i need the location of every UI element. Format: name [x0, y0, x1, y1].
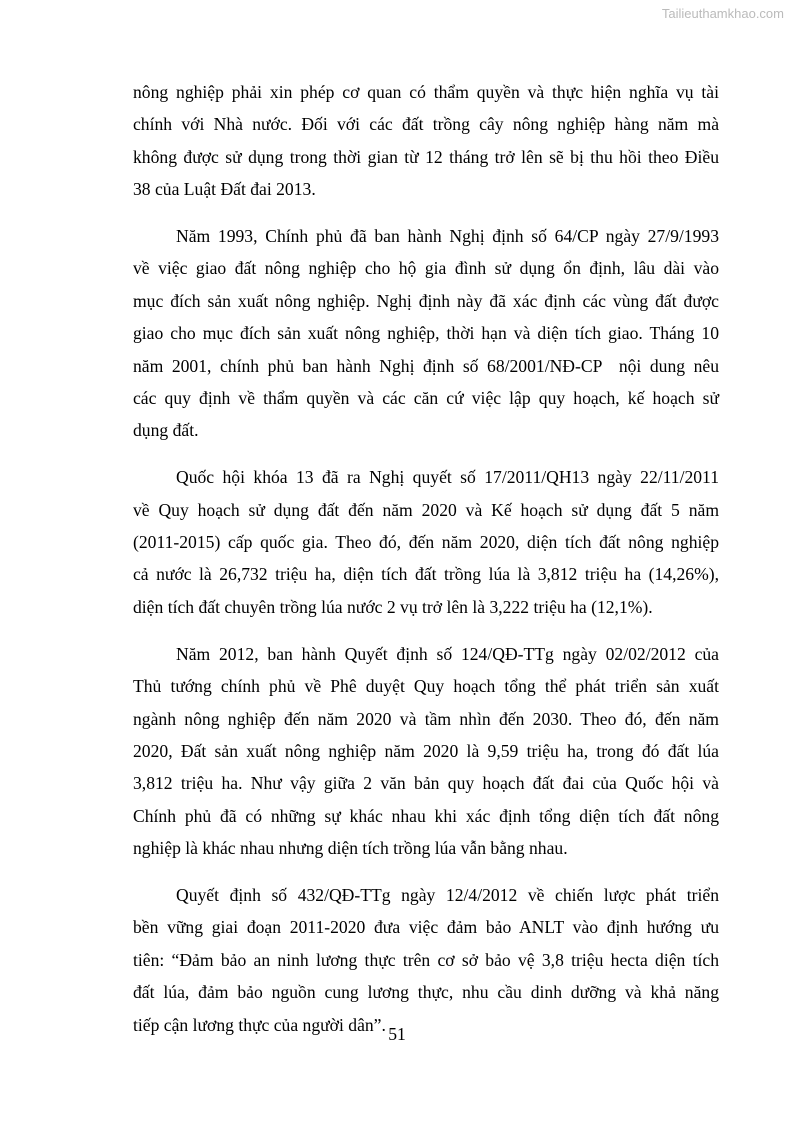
- text-line: không được sử dụng trong thời gian từ 12 tháng trở lên sẽ bị thu hồi theo Điều: [133, 146, 719, 167]
- text-line: chính với Nhà nước. Đối với các đất trồng cây nông nghiệp hàng năm mà: [133, 114, 719, 135]
- text-line: đất lúa, đảm bảo nguồn cung lương thực, nhu cầu dinh dưỡng và khả năng: [133, 982, 719, 1003]
- text-line: Thủ tướng chính phủ về Phê duyệt Quy hoạch tổng thể phát triển sản xuất: [133, 676, 719, 697]
- paragraph: [133, 461, 719, 623]
- text-line: cả nước là 26,732 triệu ha, diện tích đất trồng lúa là 3,812 triệu ha (14,26%),: [133, 564, 719, 585]
- text-line: về Quy hoạch sử dụng đất đến năm 2020 và Kế hoạch sử dụng đất 5 năm: [133, 499, 719, 520]
- paragraph: [133, 76, 719, 206]
- text-line: về việc giao đất nông nghiệp cho hộ gia đình sử dụng ổn định, lâu dài vào: [133, 258, 719, 279]
- text-line: tiếp cận lương thực của người dân”.: [133, 1014, 386, 1035]
- document-body: [133, 76, 719, 1055]
- text-line: các quy định về thẩm quyền và các căn cứ việc lập quy hoạch, kế hoạch sử: [133, 388, 719, 409]
- text-line: năm 2001, chính phủ ban hành Nghị định số 68/2001/NĐ-CP nội dung nêu: [133, 355, 719, 376]
- text-line: Quốc hội khóa 13 đã ra Nghị quyết số 17/2011/QH13 ngày 22/11/2011: [176, 467, 719, 488]
- text-line: Năm 1993, Chính phủ đã ban hành Nghị định số 64/CP ngày 27/9/1993: [176, 226, 719, 247]
- text-line: nông nghiệp phải xin phép cơ quan có thẩm quyền và thực hiện nghĩa vụ tài: [133, 82, 719, 102]
- text-line: nghiệp là khác nhau nhưng diện tích trồng lúa vẫn bằng nhau.: [133, 838, 568, 859]
- text-line: 2020, Đất sản xuất nông nghiệp năm 2020 là 9,59 triệu ha, trong đó đất lúa: [133, 740, 719, 761]
- text-line: ngành nông nghiệp đến năm 2020 và tầm nhìn đến 2030. Theo đó, đến năm: [133, 708, 719, 729]
- paragraph: [133, 638, 719, 865]
- text-line: (2011-2015) cấp quốc gia. Theo đó, đến năm 2020, diện tích đất nông nghiệp: [133, 532, 719, 553]
- text-line: Năm 2012, ban hành Quyết định số 124/QĐ-TTg ngày 02/02/2012 của: [176, 643, 719, 664]
- text-line: Chính phủ đã có những sự khác nhau khi xác định tổng diện tích đất nông: [133, 805, 719, 826]
- text-line: Quyết định số 432/QĐ-TTg ngày 12/4/2012 về chiến lược phát triển: [176, 884, 719, 905]
- text-line: mục đích sản xuất nông nghiệp. Nghị định này đã xác định các vùng đất được: [133, 290, 719, 311]
- watermark: Tailieuthamkhao.com: [661, 6, 784, 21]
- paragraph: [133, 220, 719, 447]
- text-line: 3,812 triệu ha. Như vậy giữa 2 văn bản quy hoạch đất đai của Quốc hội và: [133, 773, 719, 794]
- paragraph: [133, 879, 719, 1041]
- text-line: 38 của Luật Đất đai 2013.: [133, 179, 316, 200]
- page-number: 51: [388, 1024, 406, 1044]
- text-line: dụng đất.: [133, 420, 199, 441]
- text-line: diện tích đất chuyên trồng lúa nước 2 vụ trở lên là 3,222 triệu ha (12,1%).: [133, 596, 653, 617]
- text-line: tiên: “Đảm bảo an ninh lương thực trên cơ sở bảo vệ 3,8 triệu hecta diện tích: [133, 949, 719, 970]
- text-line: giao cho mục đích sản xuất nông nghiệp, thời hạn và diện tích giao. Tháng 10: [133, 323, 719, 344]
- text-line: bền vững giai đoạn 2011-2020 đưa việc đảm bảo ANLT vào định hướng ưu: [133, 917, 719, 938]
